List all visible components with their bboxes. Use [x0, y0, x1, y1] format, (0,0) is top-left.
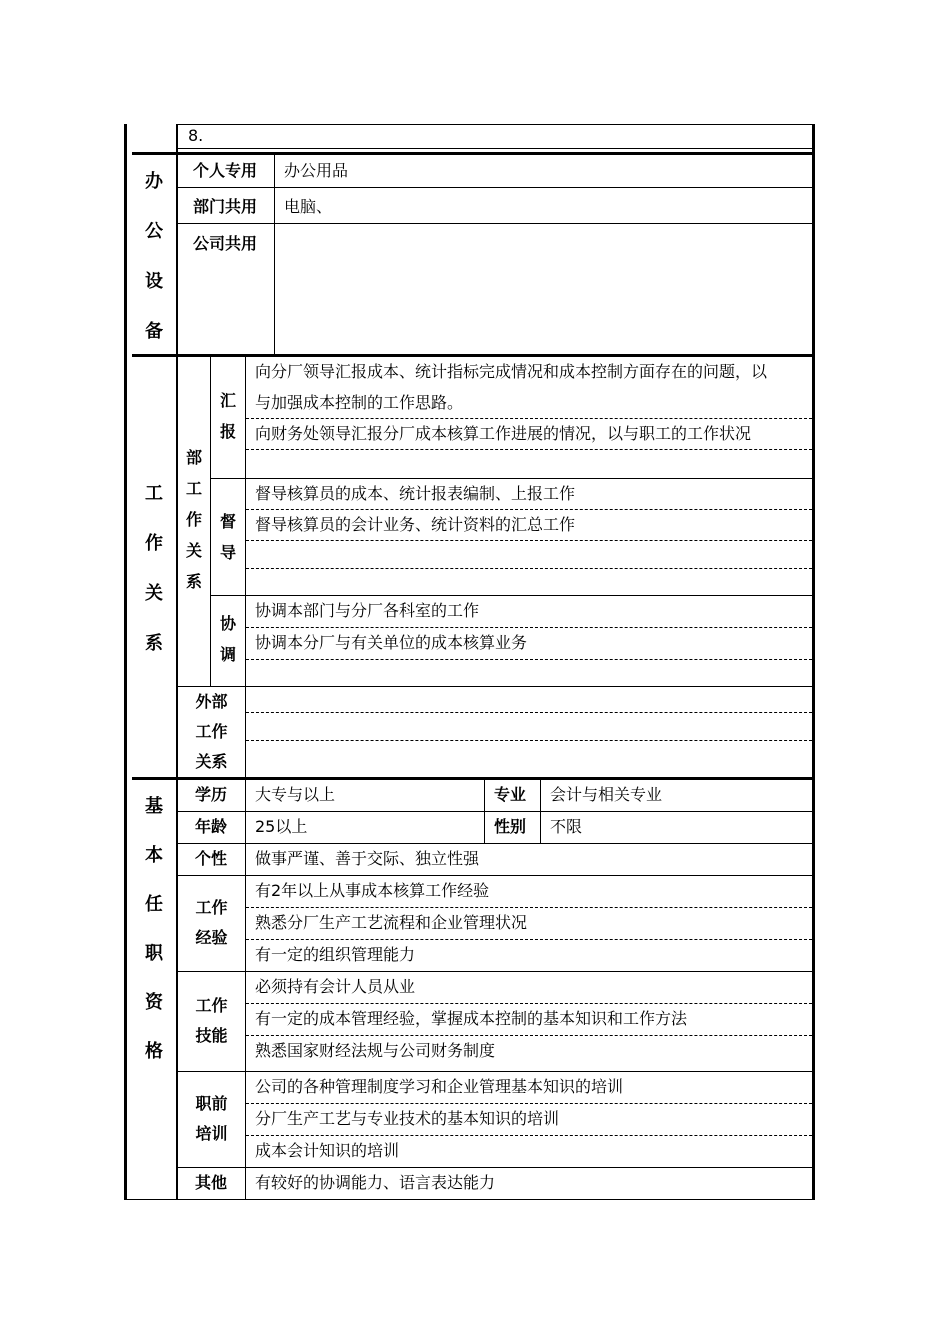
internal-bottom [176, 686, 812, 687]
education-label: 学历 [195, 785, 228, 804]
training-label: 职前 培训 [195, 1094, 228, 1143]
education-value: 大专与以上 [255, 785, 336, 804]
top-rule [176, 124, 814, 125]
work-section-label: 工 作 关 系 [145, 483, 163, 654]
personal-use-label: 个人专用 [193, 161, 258, 180]
experience-line-2: 熟悉分厂生产工艺流程和企业管理状况 [255, 913, 528, 932]
row-8-item: 8. [188, 126, 204, 145]
gender-value: 不限 [550, 817, 583, 836]
other-label: 其他 [195, 1173, 228, 1192]
personality-value: 做事严谨、善于交际、独立性强 [255, 849, 480, 868]
report-line-3: 向财务处领导汇报分厂成本核算工作进展的情况，以与职工的工作状况 [255, 424, 752, 443]
office-label-divider [274, 155, 275, 356]
department-use-value: 电脑、 [284, 197, 333, 216]
table-right-border [812, 124, 815, 1200]
skills-label: 工作 技能 [195, 996, 228, 1045]
age-label: 年龄 [195, 817, 228, 836]
supervise-bottom [210, 595, 812, 596]
coordinate-label: 协 调 [219, 614, 236, 664]
supervise-line-1: 督导核算员的成本、统计报表编制、上报工作 [255, 484, 576, 503]
major-value: 会计与相关专业 [550, 785, 663, 804]
office-top-thick [132, 152, 812, 155]
skills-line-2: 有一定的成本管理经验，掌握成本控制的基本知识和工作方法 [255, 1009, 688, 1028]
row8-bottom [176, 148, 814, 149]
major-label: 专业 [494, 785, 527, 804]
office-section-label: 办 公 设 备 [145, 171, 163, 342]
personal-use-value: 办公用品 [284, 161, 349, 180]
training-line-3: 成本会计知识的培训 [255, 1141, 400, 1160]
personality-label: 个性 [195, 849, 228, 868]
skills-line-3: 熟悉国家财经法规与公司财务制度 [255, 1041, 496, 1060]
external-relations-label: 外部 工作 关系 [195, 692, 228, 771]
coordinate-line-1: 协调本部门与分厂各科室的工作 [255, 601, 480, 620]
training-line-2: 分厂生产工艺与专业技术的基本知识的培训 [255, 1109, 560, 1128]
supervise-label: 督 导 [219, 512, 236, 562]
experience-line-3: 有一定的组织管理能力 [255, 945, 416, 964]
supervise-line-2: 督导核算员的会计业务、统计资料的汇总工作 [255, 515, 576, 534]
report-label: 汇 报 [219, 391, 236, 441]
training-line-1: 公司的各种管理制度学习和企业管理基本知识的培训 [255, 1077, 624, 1096]
gender-label: 性别 [494, 817, 527, 836]
office-row1-bottom [176, 187, 812, 188]
qualifications-section-label: 基 本 任 职 资 格 [145, 796, 163, 1062]
department-use-label: 部门共用 [193, 197, 258, 216]
office-bottom [132, 354, 812, 357]
age-value: 25以上 [255, 817, 308, 836]
office-row2-bottom [176, 223, 812, 224]
company-use-label: 公司共用 [193, 234, 258, 253]
table-left-border [124, 124, 127, 1200]
experience-line-1: 有2年以上从事成本核算工作经验 [255, 881, 490, 900]
report-line-1: 向分厂领导汇报成本、统计指标完成情况和成本控制方面存在的问题，以 [255, 362, 768, 381]
coordinate-line-2: 协调本分厂与有关单位的成本核算业务 [255, 633, 528, 652]
skills-line-1: 必须持有会计人员从业 [255, 977, 416, 996]
experience-label: 工作 经验 [195, 898, 228, 947]
report-bottom [210, 478, 812, 479]
other-value: 有较好的协调能力、语言表达能力 [255, 1173, 496, 1192]
report-line-2: 与加强成本控制的工作思路。 [255, 393, 464, 412]
internal-relations-label: 部 工 作 关 系 [185, 448, 202, 591]
